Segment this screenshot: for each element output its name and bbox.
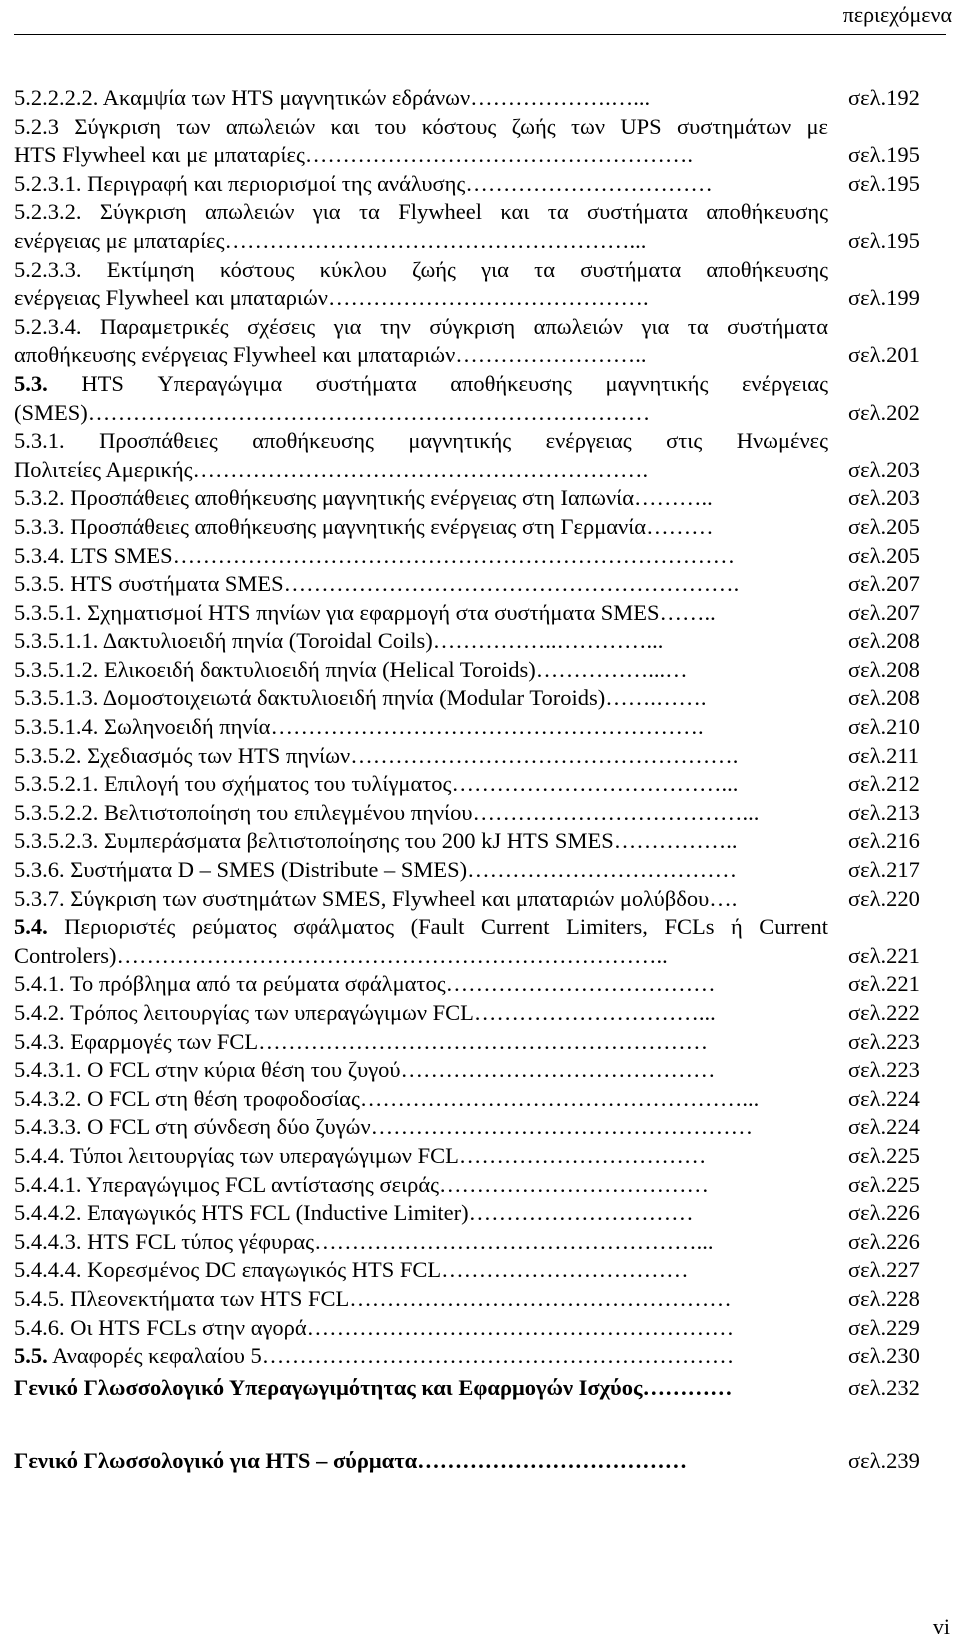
toc-entry [14,770,946,799]
toc-entry [14,856,946,885]
toc-entry [14,1113,946,1142]
toc-entry-title [14,656,848,685]
toc-entry [14,113,946,170]
toc-entry [14,656,946,685]
toc-entry-title [14,113,848,170]
toc-entry-title [14,1342,848,1371]
toc-entry-number: 5.4.2. [14,1000,65,1025]
toc-entry-title-text: Προσπάθειες αποθήκευσης μαγνητικής ενέργειας στη Ιαπωνία……….. [70,485,713,511]
glossary-page: σελ.239 [848,1448,920,1473]
toc-entry-title-line1: Παραμετρικές σχέσεις για την σύγκριση απωλειών για τα συστήματα [100,313,828,339]
toc-entry-title-line2: αποθήκευσης ενέργειας Flywheel και μπαταριών…………………….. [14,342,647,368]
toc-entry-page: σελ.208 [848,628,920,654]
toc-entry-title [14,599,848,628]
toc-entry-title-line2: Controlers)……………………………………………………………….. [14,942,668,968]
toc-entry-title [14,513,848,542]
toc-entry-title-text: Αναφορές κεφαλαίου 5……………………………………………………… [52,1343,735,1369]
toc-entry-page: σελ.208 [848,656,920,682]
toc-entry-title-line2: HTS Flywheel και με μπαταρίες……………………………………………. [14,142,694,168]
toc-entry-page: σελ.228 [848,1285,920,1311]
toc-entry-page: σελ.223 [848,1028,920,1054]
toc-entry-title-text: Περιγραφή και περιορισμοί της ανάλυσης…………………………… [87,170,713,196]
toc-entry [14,627,946,656]
toc-entry-title [14,742,848,771]
toc-entry [14,1171,946,1200]
toc-entry-number: 5.3.5.1.1. [14,628,99,654]
toc-entry-title-text: Προσπάθειες αποθήκευσης μαγνητικής ενέργειας στη Γερμανία……… [70,513,714,539]
toc-entry-number: 5.3.5.2. [14,742,82,768]
toc-entry-title-line1: Σύγκριση απωλειών για τα Flywheel και τα συστήματα αποθήκευσης [99,199,828,225]
toc-entry-title-text: Επαγωγικός HTS FCL (Inductive Limiter)………………………… [87,1200,694,1226]
toc-entry [14,170,946,199]
toc-entry-title-line1: Σύγκριση των απωλειών και του κόστους ζωής των UPS συστημάτων με [74,113,828,139]
toc-entry-number: 5.3.5.1. [14,599,82,625]
toc-entry-number: 5.4.4.4. [14,1257,82,1283]
toc-entry-number: 5.2.3.4. [14,313,82,339]
toc-entry-number: 5.4.5. [14,1285,65,1311]
toc-entry-title [14,770,848,799]
toc-entry-page: σελ.221 [848,942,920,968]
toc-entry-title [14,913,848,970]
toc-entry-title-text: HTS συστήματα SMES……………………………………………………. [70,571,740,597]
toc-entry-number: 5.4.4.1. [14,1171,82,1197]
toc-entry-title [14,1314,848,1343]
glossary-entry-power [14,1375,946,1401]
toc-entry-title-line1: HTS Υπεραγώγιμα συστήματα αποθήκευσης μαγνητικής ενέργειας [81,370,829,396]
toc-entry-page: σελ.225 [848,1171,920,1197]
toc-entry-page: σελ.205 [848,542,920,568]
toc-entry [14,370,946,427]
toc-entry-page: σελ.203 [848,485,920,511]
header-rule [14,34,946,35]
toc-entry-title [14,799,848,828]
toc-entry-page: σελ.222 [848,1000,920,1025]
toc-entry-number: 5.4.3.2. [14,1085,82,1111]
toc-entry-number: 5.3.1. [14,428,65,454]
toc-entry-title-line1: Περιοριστές ρεύματος σφάλματος (Fault Current Limiters, FCLs ή Current [64,914,828,940]
toc-entry [14,256,946,313]
toc-entry-title [14,1199,848,1228]
toc-entry-page: σελ.223 [848,1057,920,1083]
toc-entry-title-text: Υπεραγώγιμος FCL αντίστασης σειράς……………………………… [86,1171,710,1197]
toc-entry [14,1256,946,1285]
toc-entry [14,713,946,742]
toc-entry-page: σελ.216 [848,828,920,854]
toc-entry-page: σελ.205 [848,513,920,539]
toc-entry-title [14,427,848,484]
glossary-page: σελ.232 [848,1375,920,1400]
toc-entry-title-text: Τύποι λειτουργίας των υπεραγώγιμων FCL…………………………… [69,1142,707,1168]
toc-entry [14,1314,946,1343]
toc-entry [14,570,946,599]
toc-entry-page: σελ.195 [848,170,920,196]
toc-entry-title-text: Σχεδιασμός των HTS πηνίων……………………………………………. [87,742,739,768]
toc-entry [14,999,946,1028]
toc-entry-number: 5.3.5.1.2. [14,656,99,682]
toc-entry-title-text: Δομοστοιχειωτά δακτυλιοειδή πηνία (Modular Toroids)…….……. [102,685,707,711]
toc-entry-title [14,970,848,999]
toc-entry-number: 5.4.6. [14,1314,65,1340]
toc-entry-title [14,570,848,599]
toc-entry [14,84,946,113]
toc-entry-title-text: Συμπεράσματα βελτιστοποίησης του 200 kJ HTS SMES…………….. [104,828,738,854]
toc-entry-title [14,1056,848,1085]
toc-entry-title-text: Σύγκριση των συστημάτων SMES, Flywheel και μπαταριών μολύβδου…. [70,885,738,911]
toc-entry-page: σελ.201 [848,342,920,368]
toc-entry [14,198,946,255]
toc-entry-number: 5.3.5.2.2. [14,799,99,825]
toc-entry-title-line1: Προσπάθειες αποθήκευσης μαγνητικής ενέργειας στις Ηνωμένες [99,428,829,454]
toc-entry-title [14,627,848,656]
toc-entry-page: σελ.207 [848,571,920,597]
toc-entry-page: σελ.227 [848,1257,920,1283]
toc-entry-title-text: Ελικοειδή δακτυλιοειδή πηνία (Helical Toroids)……………...… [104,656,688,682]
toc-entry-title [14,542,848,571]
toc-entry-page: σελ.213 [848,799,920,825]
toc-entry [14,827,946,856]
toc-entry [14,599,946,628]
toc-entry-title [14,713,848,742]
toc-entry-page: σελ.217 [848,857,920,883]
toc-entry [14,970,946,999]
toc-entry-title-line1: Εκτίμηση κόστους κύκλου ζωής για τα συστήματα αποθήκευσης [106,256,828,282]
toc-entry-title-text: Ο FCL στη θέση τροφοδοσίας……………………………………………... [87,1085,760,1111]
toc-entry-title-text: HTS FCL τύπος γέφυρας……………………………………………... [87,1228,714,1254]
toc-entry-title [14,1285,848,1314]
toc-entry-number: 5.4.4.3. [14,1228,82,1254]
toc-entry-title [14,856,848,885]
toc-entry-page: σελ.226 [848,1200,920,1226]
toc-entry-number: 5.3.2. [14,485,65,511]
toc-entry-title-line2: (SMES)………………………………………………………………… [14,399,651,425]
toc-entry-title-text: Ακαμψία των HTS μαγνητικών εδράνων……………….…... [102,85,651,110]
toc-entry-title-text: Δακτυλιοειδή πηνία (Toroidal Coils)……………..…………... [102,628,664,654]
toc-entry-title-text: Ο FCL στη σύνδεση δύο ζυγών…………………………………………… [87,1114,754,1140]
toc-entry-title-text: Βελτιστοποίηση του επιλεγμένου πηνίου………………………………... [104,799,760,825]
toc-entry-title [14,999,848,1028]
toc-entry-page: σελ.207 [848,599,920,625]
toc-entry [14,427,946,484]
toc-entry-number: 5.3.5.1.4. [14,714,99,740]
toc-entry-page: σελ.203 [848,456,920,482]
toc-entry-page: σελ.224 [848,1114,920,1140]
toc-entry [14,1085,946,1114]
toc-entry-title [14,1171,848,1200]
toc-entry-page: σελ.208 [848,685,920,711]
toc-entry-number: 5.2.3.2. [14,199,82,225]
toc-entry-title-text: Επιλογή του σχήματος του τυλίγματος………………………………... [104,771,739,797]
toc-entry [14,742,946,771]
glossary-entry-hts-wires [14,1448,946,1474]
toc-entry-title [14,484,848,513]
toc-entry-title-line2: ενέργειας Flywheel και μπαταριών……………………………………. [14,285,649,311]
toc-entry-number: 5.3.5. [14,571,65,597]
toc-entry-title-text: Σχηματισμοί HTS πηνίων για εφαρμογή στα συστήματα SMES…….. [87,599,716,625]
toc-entry [14,1199,946,1228]
toc-entry-title [14,1085,848,1114]
toc-entry [14,885,946,914]
toc-entry-number: 5.4.4. [14,1142,65,1168]
toc-entry-title [14,827,848,856]
toc-entry-page: σελ.212 [848,771,920,797]
toc-entry-page: σελ.224 [848,1085,920,1111]
toc-entry-title [14,1142,848,1171]
toc-entry [14,542,946,571]
toc-entry-title-text: Ο FCL στην κύρια θέση του ζυγού…………………………………… [87,1057,716,1083]
toc-entry-title [14,684,848,713]
toc-entry-title-text: LTS SMES………………………………………………………………… [70,542,736,568]
toc-entry-title [14,1228,848,1257]
toc-entry-title [14,256,848,313]
toc-entry-number: 5.3. [14,370,48,396]
toc-entry-title [14,198,848,255]
toc-entry-title-line2: ενέργειας με μπαταρίες………………………………………………... [14,227,647,253]
toc-entry-title-text: Οι HTS FCLs στην αγορά………………………………………………… [70,1314,735,1340]
section-header: περιεχόμενα [842,2,952,27]
toc-entry [14,1342,946,1371]
toc-entry-number: 5.3.6. [14,857,65,883]
toc-entry-title [14,84,848,113]
toc-entry-title-text: Τρόπος λειτουργίας των υπεραγώγιμων FCL…………………………... [69,1000,716,1025]
toc-entry-page: σελ.229 [848,1314,920,1340]
toc-entry-number: 5.2.3 [14,113,59,139]
toc-entry-page: σελ.226 [848,1228,920,1254]
toc-entry-title [14,370,848,427]
toc-entry-page: σελ.195 [848,142,920,168]
toc-entry-number: 5.4. [14,914,48,940]
toc-entry-page: σελ.221 [848,971,920,997]
toc-entry-number: 5.3.5.2.1. [14,771,99,797]
toc-entry-number: 5.3.5.2.3. [14,828,99,854]
toc-entry-page: σελ.220 [848,885,920,911]
toc-entry-title-text: Πλεονεκτήματα των HTS FCL…………………………………………… [70,1285,732,1311]
toc-entry-number: 5.3.3. [14,513,65,539]
toc-entry-number: 5.3.7. [14,885,65,911]
toc-entry-page: σελ.199 [848,285,920,311]
toc-entry-page: σελ.195 [848,227,920,253]
toc-entry [14,1285,946,1314]
toc-entry-title-text: Σωληνοειδή πηνία…………………………………………………. [104,714,704,740]
toc-entry [14,513,946,542]
toc-entry-page: σελ.211 [848,742,920,768]
table-of-contents [14,84,946,1371]
toc-entry [14,313,946,370]
toc-entry-page: σελ.230 [848,1343,920,1369]
toc-entry-number: 5.4.3.1. [14,1057,82,1083]
toc-entry [14,913,946,970]
toc-entry-title-text: Κορεσμένος DC επαγωγικός HTS FCL…………………………… [87,1257,689,1283]
toc-entry-title-text: Συστήματα D – SMES (Distribute – SMES)……………………………… [70,857,738,883]
toc-entry [14,684,946,713]
toc-entry-number: 5.4.1. [14,971,65,997]
toc-entry-number: 5.3.5.1.3. [14,685,99,711]
toc-entry-page: σελ.192 [848,85,920,110]
toc-entry-page: σελ.210 [848,714,920,740]
page-number: vi [932,1614,950,1639]
toc-entry-page: σελ.202 [848,399,920,425]
toc-entry-title [14,170,848,199]
toc-entry-title [14,313,848,370]
toc-entry [14,1228,946,1257]
toc-entry-number: 5.2.3.1. [14,170,82,196]
toc-entry-number: 5.4.3.3. [14,1114,82,1140]
toc-entry-title-text: Εφαρμογές των FCL…………………………………………………… [70,1028,709,1054]
toc-entry [14,1028,946,1057]
toc-entry-title-line2: Πολιτείες Αμερικής……………………………………………………. [14,456,649,482]
toc-entry-title [14,1113,848,1142]
toc-entry [14,1142,946,1171]
glossary-title: Γενικό Γλωσσολογικό Υπεραγωγιμότητας και Εφαρμογών Ισχύος………… [14,1375,733,1400]
toc-entry-number: 5.5. [14,1343,48,1369]
toc-entry-number: 5.2.3.3. [14,256,82,282]
toc-entry-number: 5.3.4. [14,542,65,568]
toc-entry-title-text: Το πρόβλημα από τα ρεύματα σφάλματος……………………………… [69,971,716,997]
toc-entry-title [14,1256,848,1285]
toc-entry-number: 5.4.4.2. [14,1200,82,1226]
toc-entry-title [14,885,848,914]
toc-entry [14,1056,946,1085]
glossary-title: Γενικό Γλωσσολογικό για HTS – σύρματα……………………………… [14,1448,688,1473]
toc-entry [14,484,946,513]
toc-entry [14,799,946,828]
toc-entry-title [14,1028,848,1057]
toc-entry-page: σελ.225 [848,1142,920,1168]
toc-entry-number: 5.4.3. [14,1028,65,1054]
toc-entry-number: 5.2.2.2.2. [14,85,99,110]
